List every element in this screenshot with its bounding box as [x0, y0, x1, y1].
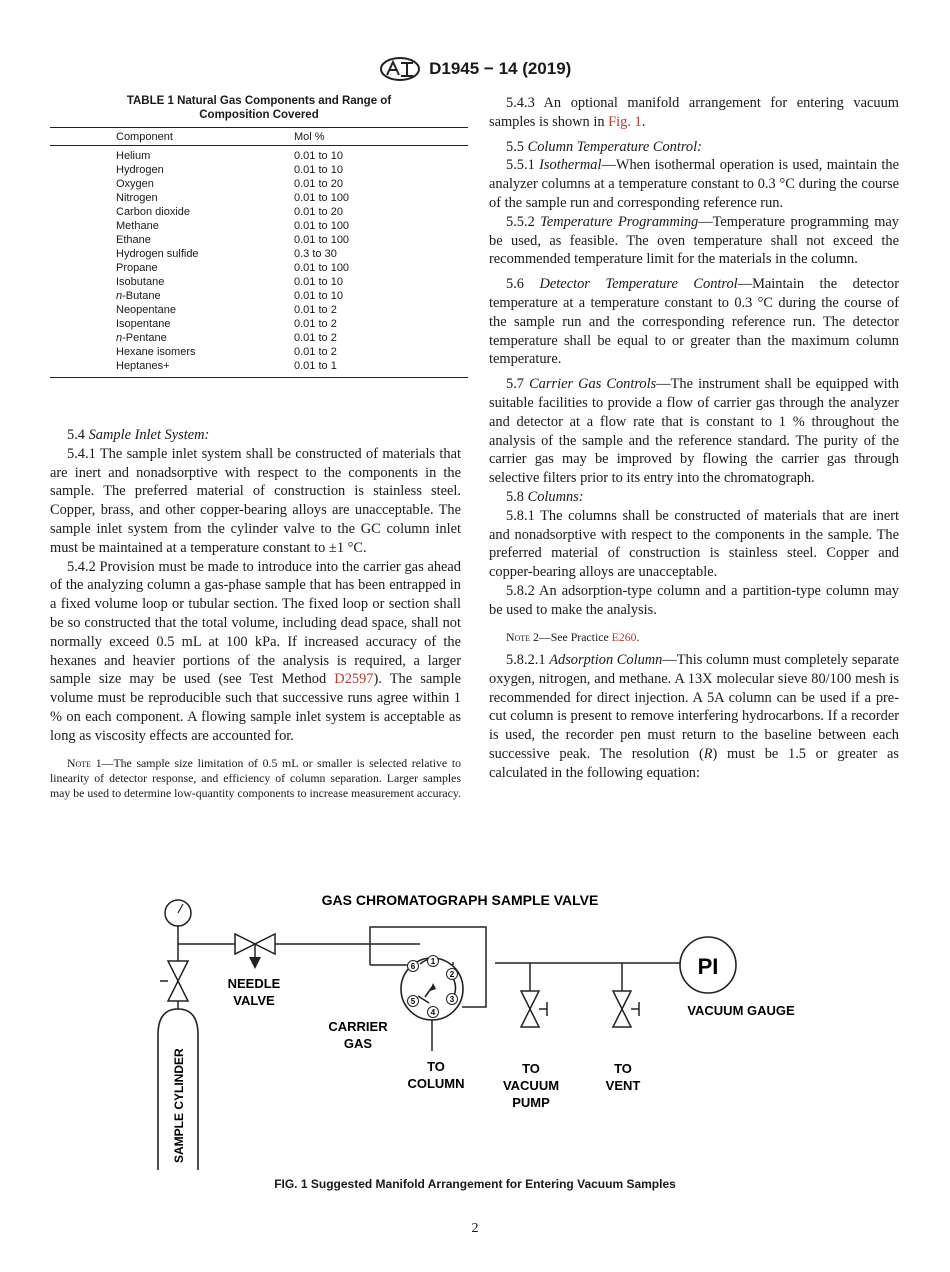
mol-percent-cell: 0.01 to 10 — [294, 276, 343, 288]
component-cell: Isopentane — [116, 318, 171, 330]
table-row — [50, 345, 468, 359]
table-row — [50, 289, 468, 303]
section-5-5-1: 5.5.1 Isothermal—When isothermal operation is used, maintain the analyzer columns at a temperature constant to 0.3 °C during the course of the sample run and corresponding reference run. — [489, 157, 899, 211]
to-vacuum-pump-label-3: PUMP — [512, 1095, 550, 1110]
section-5-5: 5.5 Column Temperature Control: — [506, 138, 702, 155]
mol-percent-cell: 0.01 to 100 — [294, 220, 350, 232]
table-row — [50, 205, 468, 219]
port-5-label: 5 — [410, 997, 416, 1006]
vacuum-gauge-label: VACUUM GAUGE — [687, 1003, 795, 1018]
note-2: Note 2—See Practice E260. — [506, 629, 640, 644]
section-5-8-1: 5.8.1 The columns shall be constructed of materials that are inert and nonadsorptive with respect to the components in the sample. The preferred material of construction is stainless steel. Copper and copper-bearing alloys are unacceptable. — [489, 507, 899, 581]
component-cell: Nitrogen — [116, 192, 158, 204]
table-row — [50, 191, 468, 205]
page-number: 2 — [471, 1221, 479, 1236]
table-row — [50, 331, 468, 345]
component-cell: Oxygen — [116, 178, 154, 190]
mol-percent-cell: 0.01 to 2 — [294, 318, 337, 330]
table-1 — [50, 94, 468, 378]
section-5-7: 5.7 Carrier Gas Controls—The instrument shall be equipped with suitable facilities to provide a flow of carrier gas through the analyzer and detector at a flow rate that is constant to 1 % throughout the analysis of the sample and the reference standard. The purity of the carrier gas may be improved by flowing the carrier gas through selective filters prior to its entry into the chromatograph. — [489, 376, 899, 487]
to-vent-label-2: VENT — [605, 1078, 641, 1093]
component-cell: Carbon dioxide — [116, 206, 190, 218]
component-cell: Hydrogen sulfide — [116, 248, 199, 260]
table-row — [50, 177, 468, 191]
port-4-label: 4 — [430, 1008, 436, 1017]
table-row — [50, 275, 468, 289]
component-cell: Methane — [116, 220, 159, 232]
component-cell: Propane — [116, 262, 158, 274]
component-cell: Hydrogen — [116, 164, 164, 176]
mol-percent-cell: 0.01 to 2 — [294, 304, 337, 316]
component-cell: n-Butane — [116, 290, 161, 302]
port-3-label: 3 — [449, 995, 455, 1004]
mol-percent-cell: 0.01 to 100 — [294, 192, 350, 204]
mol-percent-cell: 0.01 to 10 — [294, 164, 343, 176]
carrier-gas-label-1: CARRIER — [328, 1019, 388, 1034]
mol-percent-cell: 0.3 to 30 — [294, 248, 337, 260]
left-column — [50, 426, 461, 802]
mol-percent-cell: 0.01 to 10 — [294, 150, 343, 162]
note-1: Note 1—The sample size limitation of 0.5 mL or smaller is selected relative to linearity of detector response, and efficiency of column separation. Larger samples may be used to determine low-quantity components to increase measurement accuracy. — [50, 755, 462, 801]
pressure-gauge-icon — [165, 900, 191, 944]
table-row — [50, 146, 468, 164]
vent-valve-icon — [613, 963, 639, 1027]
port-1-label: 1 — [430, 957, 436, 966]
mol-percent-cell: 0.01 to 20 — [294, 178, 343, 190]
section-5-4-1: 5.4.1 The sample inlet system shall be constructed of materials that are inert and nonadsorptive with respect to the components in the sample. The preferred material of construction is stainless steel. Copper, brass, and other copper-bearing alloys are unacceptable. The sample inlet system from the cylinder valve to the GC column inlet must be maintained at a temperature constant to ±1 °C. — [50, 445, 461, 556]
component-cell: Helium — [116, 150, 151, 162]
link-fig-1[interactable]: Fig. 1 — [608, 113, 642, 130]
figure-title: GAS CHROMATOGRAPH SAMPLE VALVE — [321, 892, 599, 908]
needle-valve-label-1: NEEDLE — [227, 976, 281, 991]
section-5-6: 5.6 Detector Temperature Control—Maintain the detector temperature at a temperature constant to 0.3 °C during the course of the sample run and the corresponding reference run. The detector temperature shall be equal to or greater than the maximum column temperature. — [489, 276, 899, 368]
cylinder-valve-icon — [160, 957, 188, 1010]
component-cell: Hexane isomers — [116, 346, 196, 358]
component-cell: n-Pentane — [116, 332, 167, 344]
mol-percent-cell: 0.01 to 20 — [294, 206, 343, 218]
mol-percent-cell: 0.01 to 2 — [294, 332, 337, 344]
pi-label: PI — [697, 954, 719, 979]
table-row — [50, 247, 468, 261]
column-header-component: Component — [50, 128, 294, 146]
section-5-4: 5.4 Sample Inlet System: — [67, 427, 210, 443]
table-row — [50, 317, 468, 331]
mol-percent-cell: 0.01 to 1 — [294, 359, 468, 378]
to-vacuum-pump-label-1: TO — [522, 1061, 540, 1076]
component-cell: Heptanes+ — [50, 359, 294, 378]
section-5-4-2: 5.4.2 Provision must be made to introduce into the carrier gas ahead of the analyzing column a gas-phase sample that has been entrapped in a fixed volume loop or tubular section. The fixed loop or section shall be so constructed that the total volume, including dead space, shall not normally exceed 0.5 mL at 100 kPa. If increased accuracy of the hexanes and heavier portions of the analysis is required, a larger sample size may be used (see Test Method D2597). The sample volume must be reproducible such that successive runs agree within 1 % on each component. A flowing sample inlet system is acceptable as long as viscosity effects are accounted for. — [50, 558, 461, 744]
carrier-gas-label-2: GAS — [343, 1036, 373, 1051]
sample-valve-icon — [370, 944, 463, 1051]
to-column-label-1: TO — [427, 1059, 445, 1074]
link-d2597[interactable]: D2597 — [334, 671, 374, 688]
mol-percent-cell: 0.01 to 2 — [294, 346, 337, 358]
components-table — [50, 127, 468, 378]
section-5-8-2-1: 5.8.2.1 Adsorption Column—This column must completely separate oxygen, nitrogen, and methane. A 13X molecular sieve 80/100 mesh is recommended for direct injection. A 5A column can be used if a pre-cut column is present to remove interfering hydrocarbons. If a recorder is used, the recorder pen must return to the baseline between each successive peak. The resolution (R) must be 1.5 or greater as calculated in the following equation: — [489, 651, 899, 781]
manifold-diagram — [150, 885, 800, 1175]
table-row — [50, 261, 468, 275]
page-header — [0, 56, 950, 84]
mol-percent-cell: 0.01 to 100 — [294, 234, 350, 246]
needle-valve-icon — [235, 934, 275, 969]
section-5-4-3: 5.4.3 An optional manifold arrangement for entering vacuum samples is shown in Fig. 1. — [489, 95, 899, 130]
section-5-5-2: 5.5.2 Temperature Programming—Temperature programming may be used, as feasible. The oven temperature shall not exceed the recommended temperature limit for the materials in the column. — [489, 213, 899, 268]
section-5-8: 5.8 Columns: — [506, 488, 584, 505]
component-cell: Ethane — [116, 234, 151, 246]
link-e260[interactable]: E260 — [611, 629, 637, 644]
needle-valve-label-2: VALVE — [233, 993, 275, 1008]
document-id: D1945 − 14 (2019) — [429, 59, 572, 78]
port-2-label: 2 — [449, 970, 455, 979]
vacuum-gauge-icon — [680, 937, 736, 993]
sample-cylinder-label: SAMPLE CYLINDER — [172, 1048, 186, 1163]
vacuum-pump-valve-icon — [521, 963, 547, 1027]
table-title: TABLE 1 Natural Gas Components and Range of Composition Covered — [126, 95, 392, 121]
to-vent-label-1: TO — [614, 1061, 632, 1076]
to-vacuum-pump-label-2: VACUUM — [502, 1078, 560, 1093]
section-5-8-2: 5.8.2 An adsorption-type column and a partition-type column may be used to make the analysis. — [489, 582, 899, 618]
component-cell: Isobutane — [116, 276, 165, 288]
table-row — [50, 163, 468, 177]
right-column — [489, 94, 899, 783]
table-row — [50, 233, 468, 247]
column-header-mol: Mol % — [294, 128, 468, 146]
mol-percent-cell: 0.01 to 100 — [294, 262, 350, 274]
figure-caption: FIG. 1 Suggested Manifold Arrangement for Entering Vacuum Samples — [274, 1177, 676, 1191]
port-6-label: 6 — [410, 962, 416, 971]
astm-logo-icon — [379, 56, 421, 82]
mol-percent-cell: 0.01 to 10 — [294, 290, 343, 302]
table-row — [50, 359, 468, 378]
sample-cylinder-icon — [158, 1009, 198, 1170]
table-row — [50, 219, 468, 233]
component-cell: Neopentane — [116, 304, 176, 316]
to-column-label-2: COLUMN — [407, 1076, 465, 1091]
table-row — [50, 303, 468, 317]
